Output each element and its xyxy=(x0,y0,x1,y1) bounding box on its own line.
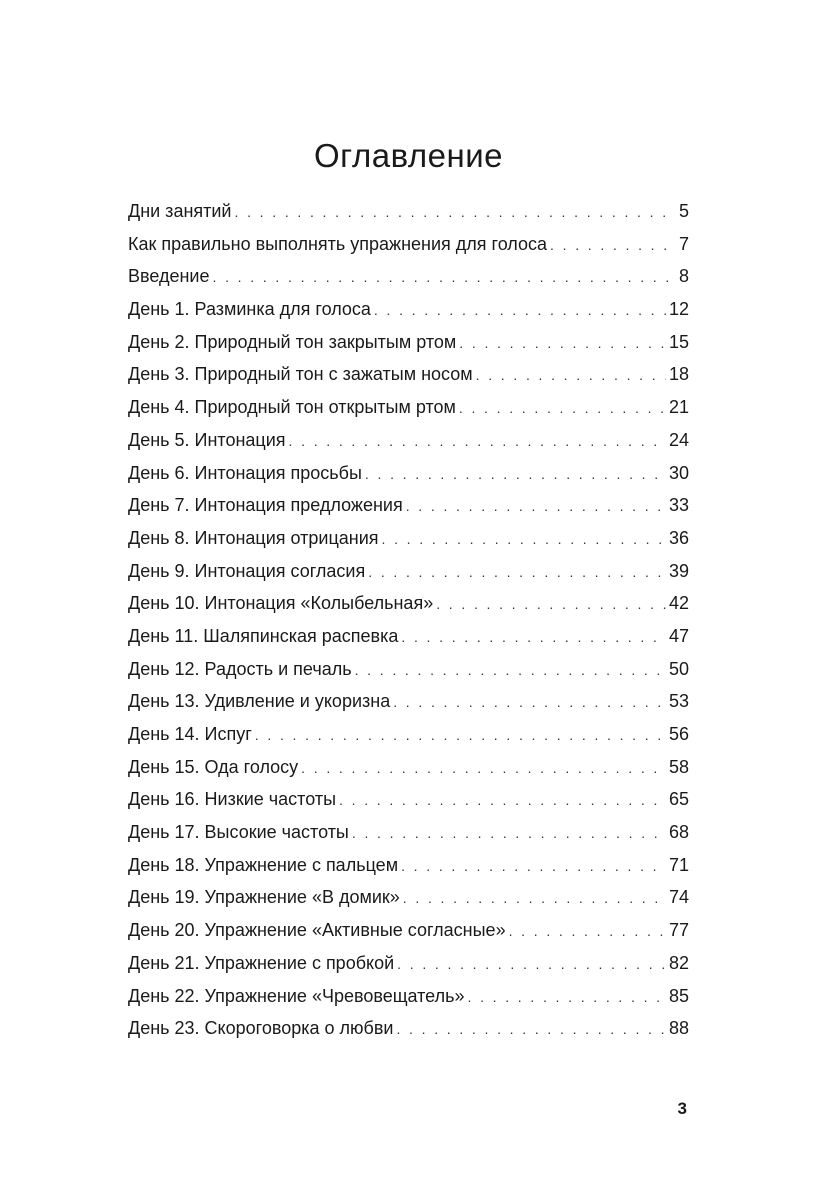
toc-entry-label: День 21. Упражнение с пробкой xyxy=(128,952,395,973)
toc-entry[interactable] xyxy=(128,555,689,588)
toc-entry[interactable] xyxy=(128,228,689,261)
toc-entry-page: 77 xyxy=(668,920,689,941)
table-of-contents xyxy=(128,195,689,1045)
toc-entry-page: 33 xyxy=(668,495,689,516)
dot-leader xyxy=(467,981,665,1013)
toc-entry-label: День 11. Шаляпинская распевка xyxy=(128,625,399,646)
toc-entry-label: День 6. Интонация просьбы xyxy=(128,462,362,483)
toc-entry-page: 47 xyxy=(668,625,689,646)
toc-entry-label: День 5. Интонация xyxy=(128,429,286,450)
dot-leader xyxy=(459,392,666,424)
dot-leader xyxy=(406,490,666,522)
toc-entry[interactable] xyxy=(128,326,689,359)
toc-entry-page: 74 xyxy=(668,887,689,908)
toc-entry-label: День 3. Природный тон с зажатым носом xyxy=(128,364,473,385)
toc-entry[interactable] xyxy=(128,849,689,882)
toc-entry[interactable] xyxy=(128,424,689,457)
dot-leader xyxy=(401,621,666,653)
dot-leader xyxy=(235,196,676,228)
toc-entry-label: День 2. Природный тон закрытым ртом xyxy=(128,331,457,352)
dot-leader xyxy=(352,817,666,849)
toc-entry-label: День 19. Упражнение «В домик» xyxy=(128,887,400,908)
toc-entry-page: 8 xyxy=(678,266,689,287)
toc-entry-page: 15 xyxy=(668,331,689,352)
toc-entry-label: День 12. Радость и печаль xyxy=(128,658,352,679)
page-title: Оглавление xyxy=(314,137,503,174)
dot-leader xyxy=(255,719,666,751)
dot-leader xyxy=(339,784,666,816)
dot-leader xyxy=(213,261,676,293)
dot-leader xyxy=(355,654,666,686)
dot-leader xyxy=(476,359,666,391)
toc-entry[interactable] xyxy=(128,391,689,424)
toc-entry[interactable] xyxy=(128,587,689,620)
toc-entry-page: 68 xyxy=(668,822,689,843)
toc-entry[interactable] xyxy=(128,522,689,555)
dot-leader xyxy=(289,425,666,457)
toc-entry-label: День 22. Упражнение «Чревовещатель» xyxy=(128,985,465,1006)
toc-entry-page: 39 xyxy=(668,560,689,581)
toc-entry-label: День 15. Ода голосу xyxy=(128,756,299,777)
toc-entry-page: 56 xyxy=(668,724,689,744)
toc-entry[interactable] xyxy=(128,358,689,391)
dot-leader xyxy=(436,588,666,620)
toc-entry-page: 21 xyxy=(668,397,689,418)
toc-entry-label: День 7. Интонация предложения xyxy=(128,495,403,516)
toc-entry[interactable] xyxy=(128,489,689,522)
toc-entry-page: 24 xyxy=(668,429,689,450)
toc-entry[interactable] xyxy=(128,751,689,784)
toc-entry[interactable] xyxy=(128,260,689,293)
toc-entry-label: Как правильно выполнять упражнения для голоса xyxy=(128,233,548,254)
toc-entry-page: 5 xyxy=(678,201,689,221)
dot-leader xyxy=(301,752,666,784)
toc-entry-page: 53 xyxy=(668,691,689,712)
toc-entry-label: День 17. Высокие частоты xyxy=(128,822,349,843)
toc-entry-page: 36 xyxy=(668,527,689,548)
toc-entry[interactable] xyxy=(128,457,689,490)
dot-leader xyxy=(374,294,666,326)
toc-entry-page: 71 xyxy=(668,854,689,875)
toc-entry[interactable] xyxy=(128,685,689,718)
toc-entry-page: 65 xyxy=(668,789,689,810)
dot-leader xyxy=(382,523,666,555)
dot-leader xyxy=(368,556,666,588)
toc-entry-page: 88 xyxy=(668,1018,689,1039)
toc-entry-page: 85 xyxy=(668,985,689,1006)
toc-entry[interactable] xyxy=(128,1012,689,1045)
toc-entry-label: День 9. Интонация согласия xyxy=(128,560,366,581)
toc-entry-label: Введение xyxy=(128,266,210,287)
toc-entry-label: День 1. Разминка для голоса xyxy=(128,299,371,320)
toc-entry-page: 18 xyxy=(668,364,689,385)
toc-entry[interactable] xyxy=(128,980,689,1013)
toc-entry-label: День 20. Упражнение «Активные согласные» xyxy=(128,920,506,941)
toc-entry-label: День 10. Интонация «Колыбельная» xyxy=(128,593,434,614)
toc-entry-label: Дни занятий xyxy=(128,201,232,221)
toc-entry[interactable] xyxy=(128,816,689,849)
dot-leader xyxy=(403,882,666,914)
toc-entry-page: 30 xyxy=(668,462,689,483)
dot-leader xyxy=(396,1013,666,1045)
dot-leader xyxy=(550,229,676,261)
toc-entry[interactable] xyxy=(128,653,689,686)
toc-entry[interactable] xyxy=(128,783,689,816)
toc-entry-label: День 4. Природный тон открытым ртом xyxy=(128,397,456,418)
toc-entry[interactable] xyxy=(128,620,689,653)
toc-entry-page: 42 xyxy=(668,593,689,614)
toc-entry-label: День 23. Скороговорка о любви xyxy=(128,1018,394,1039)
dot-leader xyxy=(365,458,666,490)
toc-entry-label: День 8. Интонация отрицания xyxy=(128,527,379,548)
dot-leader xyxy=(509,915,666,947)
dot-leader xyxy=(397,948,666,980)
dot-leader xyxy=(401,850,666,882)
toc-entry[interactable] xyxy=(128,195,689,228)
toc-entry[interactable] xyxy=(128,718,689,751)
toc-entry[interactable] xyxy=(128,881,689,914)
toc-entry-label: День 13. Удивление и укоризна xyxy=(128,691,391,712)
toc-entry-label: День 16. Низкие частоты xyxy=(128,789,337,810)
toc-entry[interactable] xyxy=(128,947,689,980)
toc-entry-label: День 18. Упражнение с пальцем xyxy=(128,854,399,875)
dot-leader xyxy=(393,686,666,718)
toc-entry-label: День 14. Испуг xyxy=(128,724,252,744)
page-number: 3 xyxy=(677,1099,687,1118)
toc-entry-page: 50 xyxy=(668,658,689,679)
toc-entry-page: 58 xyxy=(668,756,689,777)
toc-entry-page: 82 xyxy=(668,952,689,973)
toc-entry-page: 7 xyxy=(678,233,689,254)
dot-leader xyxy=(459,327,666,359)
toc-entry-page: 12 xyxy=(668,299,689,320)
toc-entry[interactable] xyxy=(128,293,689,326)
toc-entry[interactable] xyxy=(128,914,689,947)
